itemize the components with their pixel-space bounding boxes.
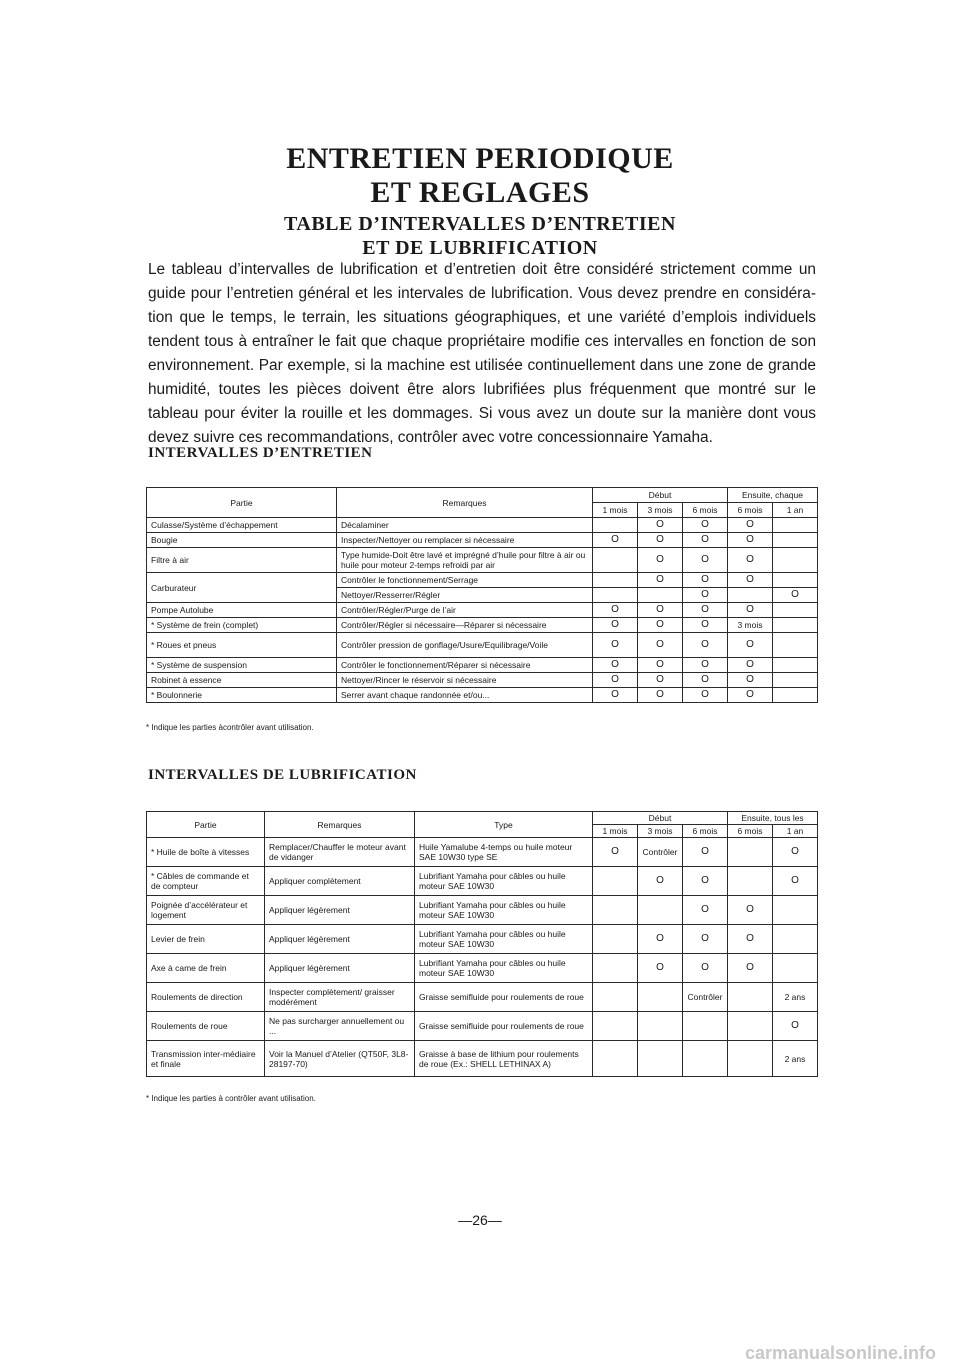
part-cell: * Huile de boîte à vitesses xyxy=(147,838,265,867)
interval-cell: O xyxy=(728,518,773,533)
interval-cell: O xyxy=(593,673,638,688)
part-cell: Bougie xyxy=(147,533,337,548)
interval-cell: O xyxy=(773,1012,818,1041)
type-cell: Lubrifiant Yamaha pour câbles ou huile moteur SAE 10W30 xyxy=(415,925,593,954)
interval-cell: O xyxy=(683,673,728,688)
maintenance-heading: INTERVALLES D’ENTRETIEN xyxy=(148,445,373,461)
col-header-then: Ensuite, tous les xyxy=(728,812,818,825)
col-header-part: Partie xyxy=(147,488,337,518)
interval-cell: O xyxy=(683,896,728,925)
interval-cell xyxy=(593,1041,638,1077)
page-number: —26— xyxy=(458,1212,502,1228)
maintenance-footnote: * Indique les parties àcontrôler avant utilisation. xyxy=(146,723,314,732)
section-title-line-2: ET DE LUBRIFICATION xyxy=(362,237,598,259)
interval-cell xyxy=(593,548,638,573)
interval-cell: O xyxy=(683,533,728,548)
lubrication-footnote: * Indique les parties à contrôler avant utilisation. xyxy=(146,1094,316,1103)
interval-cell xyxy=(773,688,818,703)
interval-cell: O xyxy=(773,838,818,867)
interval-cell: O xyxy=(593,603,638,618)
table-row xyxy=(147,838,818,867)
interval-cell xyxy=(728,588,773,603)
part-cell: Roulements de roue xyxy=(147,1012,265,1041)
part-cell: Poignée d’accélérateur et logement xyxy=(147,896,265,925)
interval-cell xyxy=(593,867,638,896)
remark-cell: Appliquer légèrement xyxy=(265,896,415,925)
col-header-then: Ensuite, chaque xyxy=(728,488,818,503)
table-row xyxy=(147,688,818,703)
watermark: carmanualsonline.info xyxy=(744,1343,936,1363)
col-header-part: Partie xyxy=(147,812,265,838)
interval-cell: O xyxy=(638,688,683,703)
type-cell: Graisse à base de lithium pour roulements de roue (Ex.: SHELL LETHINAX A) xyxy=(415,1041,593,1077)
interval-cell: O xyxy=(683,633,728,658)
remark-cell: Contrôler/Régler/Purge de l’air xyxy=(337,603,593,618)
part-cell: * Boulonnerie xyxy=(147,688,337,703)
interval-cell xyxy=(593,925,638,954)
part-cell: * Système de suspension xyxy=(147,658,337,673)
interval-cell xyxy=(593,1012,638,1041)
part-cell: Pompe Autolube xyxy=(147,603,337,618)
interval-cell xyxy=(638,1012,683,1041)
interval-cell: O xyxy=(683,867,728,896)
part-cell: * Système de frein (complet) xyxy=(147,618,337,633)
interval-cell xyxy=(593,954,638,983)
remark-cell: Appliquer légèrement xyxy=(265,954,415,983)
section-title-line-1: TABLE D’INTERVALLES D’ENTRETIEN xyxy=(284,213,676,235)
interval-cell: O xyxy=(728,573,773,588)
interval-cell xyxy=(728,867,773,896)
col-header-6-months: 6 mois xyxy=(683,825,728,838)
interval-cell: O xyxy=(728,548,773,573)
col-header-3-months: 3 mois xyxy=(638,825,683,838)
part-cell: Robinet à essence xyxy=(147,673,337,688)
interval-cell: O xyxy=(728,954,773,983)
interval-cell: O xyxy=(638,618,683,633)
table-row xyxy=(147,633,818,658)
interval-cell xyxy=(728,983,773,1012)
remark-cell: Contrôler le fonctionnement/Serrage xyxy=(337,573,593,588)
interval-cell xyxy=(728,838,773,867)
col-header-6-months: 6 mois xyxy=(683,503,728,518)
lubrication-table xyxy=(146,811,818,1077)
interval-cell: O xyxy=(773,588,818,603)
interval-cell: O xyxy=(683,518,728,533)
table-row xyxy=(147,603,818,618)
interval-cell: O xyxy=(638,548,683,573)
table-row xyxy=(147,983,818,1012)
interval-cell xyxy=(773,548,818,573)
table-row xyxy=(147,896,818,925)
interval-cell: O xyxy=(683,573,728,588)
remark-cell: Inspecter/Nettoyer ou remplacer si nécessaire xyxy=(337,533,593,548)
type-cell: Lubrifiant Yamaha pour câbles ou huile moteur SAE 10W30 xyxy=(415,867,593,896)
interval-cell: O xyxy=(683,838,728,867)
interval-cell: O xyxy=(683,603,728,618)
table-row xyxy=(147,867,818,896)
interval-cell: O xyxy=(638,673,683,688)
remark-cell: Serrer avant chaque randonnée et/ou... xyxy=(337,688,593,703)
intro-paragraph: Le tableau d’intervalles de lubrification et d’entretien doit être considéré strictement comme un guide pour l’entretien général et les intervales de lubrification. Vous devez prendre en considéra-tion que le temps, le terrain, les situations géographiques, et une variété d’emplois individuels tendent tous à entraîner le fait que chaque propriétaire modifie ces intervalles en fonction de son environnement. Par exemple, si la machine est utilisée continuellement dans une zone de grande humidité, toutes les pièces doivent être alors lubrifiées plus fréquenment que montré sur le tableau pour éviter la rouille et les dommages. Si vous avez un doute sur la manière dont vous devez suivre ces recommandations, contrôler avec votre concessionnaire Yamaha. xyxy=(148,261,816,446)
remark-cell: Inspecter complètement/ graisser modérément xyxy=(265,983,415,1012)
interval-cell: O xyxy=(728,658,773,673)
type-cell: Lubrifiant Yamaha pour câbles ou huile moteur SAE 10W30 xyxy=(415,954,593,983)
part-cell: * Roues et pneus xyxy=(147,633,337,658)
table-row xyxy=(147,573,818,588)
lubrication-heading: INTERVALLES DE LUBRIFICATION xyxy=(148,767,417,783)
part-cell: Roulements de direction xyxy=(147,983,265,1012)
interval-cell: O xyxy=(638,954,683,983)
interval-cell xyxy=(773,618,818,633)
interval-cell xyxy=(593,588,638,603)
col-header-start: Début xyxy=(593,812,728,825)
interval-cell xyxy=(728,1041,773,1077)
interval-cell xyxy=(773,518,818,533)
remark-cell: Nettoyer/Resserrer/Régler xyxy=(337,588,593,603)
interval-cell: O xyxy=(638,533,683,548)
interval-cell: O xyxy=(683,688,728,703)
interval-cell: Contrôler xyxy=(638,838,683,867)
interval-cell xyxy=(638,1041,683,1077)
interval-cell: O xyxy=(728,925,773,954)
interval-cell xyxy=(773,896,818,925)
col-header-start: Début xyxy=(593,488,728,503)
interval-cell: O xyxy=(728,633,773,658)
interval-cell: O xyxy=(683,954,728,983)
interval-cell xyxy=(593,983,638,1012)
interval-cell: 2 ans xyxy=(773,1041,818,1077)
part-cell: Filtre à air xyxy=(147,548,337,573)
interval-cell: O xyxy=(638,867,683,896)
remark-cell: Appliquer complètement xyxy=(265,867,415,896)
type-cell: Graisse semifluide pour roulements de roue xyxy=(415,1012,593,1041)
interval-cell xyxy=(683,1041,728,1077)
col-header-every-year: 1 an xyxy=(773,825,818,838)
interval-cell xyxy=(593,573,638,588)
interval-cell: O xyxy=(683,548,728,573)
interval-cell xyxy=(773,925,818,954)
page-title-line-1: ENTRETIEN PERIODIQUE xyxy=(286,142,674,175)
interval-cell: O xyxy=(593,533,638,548)
interval-cell: O xyxy=(728,673,773,688)
col-header-1-month: 1 mois xyxy=(593,503,638,518)
interval-cell: 2 ans xyxy=(773,983,818,1012)
part-cell: * Câbles de commande et de compteur xyxy=(147,867,265,896)
table-row xyxy=(147,518,818,533)
table-row xyxy=(147,673,818,688)
interval-cell: O xyxy=(728,688,773,703)
interval-cell: O xyxy=(638,633,683,658)
col-header-type: Type xyxy=(415,812,593,838)
interval-cell: O xyxy=(728,533,773,548)
remark-cell: Ne pas surcharger annuellement ou ... xyxy=(265,1012,415,1041)
remark-cell: Contrôler pression de gonflage/Usure/Equilibrage/Voile xyxy=(337,633,593,658)
page-title-line-2: ET REGLAGES xyxy=(370,176,590,209)
remark-cell: Nettoyer/Rincer le réservoir si nécessaire xyxy=(337,673,593,688)
interval-cell xyxy=(773,533,818,548)
remark-cell: Voir la Manuel d’Atelier (QT50F, 3L8-28197-70) xyxy=(265,1041,415,1077)
table-row xyxy=(147,1041,818,1077)
interval-cell xyxy=(683,1012,728,1041)
interval-cell xyxy=(773,954,818,983)
remark-cell: Remplacer/Chauffer le moteur avant de vidanger xyxy=(265,838,415,867)
col-header-remarks: Remarques xyxy=(337,488,593,518)
interval-cell: O xyxy=(593,838,638,867)
interval-cell xyxy=(638,983,683,1012)
interval-cell: O xyxy=(683,658,728,673)
interval-cell xyxy=(728,1012,773,1041)
part-cell: Axe à came de frein xyxy=(147,954,265,983)
interval-cell: O xyxy=(683,618,728,633)
type-cell: Lubrifiant Yamaha pour câbles ou huile moteur SAE 10W30 xyxy=(415,896,593,925)
remark-cell: Appliquer légèrement xyxy=(265,925,415,954)
interval-cell xyxy=(773,658,818,673)
interval-cell xyxy=(773,633,818,658)
interval-cell xyxy=(638,588,683,603)
table-row xyxy=(147,925,818,954)
interval-cell: Contrôler xyxy=(683,983,728,1012)
part-cell: Culasse/Système d’échappement xyxy=(147,518,337,533)
interval-cell: O xyxy=(683,588,728,603)
interval-cell xyxy=(773,673,818,688)
interval-cell: O xyxy=(638,603,683,618)
table-row xyxy=(147,658,818,673)
interval-cell xyxy=(773,603,818,618)
interval-cell: O xyxy=(593,618,638,633)
part-cell: Transmission inter-médiaire et finale xyxy=(147,1041,265,1077)
type-cell: Graisse semifluide pour roulements de roue xyxy=(415,983,593,1012)
part-cell: Levier de frein xyxy=(147,925,265,954)
table-row xyxy=(147,1012,818,1041)
table-row xyxy=(147,548,818,573)
remark-cell: Contrôler/Régler si nécessaire—Réparer si nécessaire xyxy=(337,618,593,633)
interval-cell: O xyxy=(593,688,638,703)
interval-cell: 3 mois xyxy=(728,618,773,633)
interval-cell: O xyxy=(638,573,683,588)
interval-cell xyxy=(638,896,683,925)
table-row xyxy=(147,954,818,983)
interval-cell: O xyxy=(728,603,773,618)
interval-cell: O xyxy=(728,896,773,925)
remark-cell: Type humide-Doit être lavé et imprégné d’huile pour filtre à air ou huile pour moteur 2-temps refroidi par air xyxy=(337,548,593,573)
interval-cell xyxy=(593,518,638,533)
maintenance-table xyxy=(146,487,818,703)
remark-cell: Contrôler le fonctionnement/Réparer si nécessaire xyxy=(337,658,593,673)
interval-cell: O xyxy=(638,925,683,954)
interval-cell: O xyxy=(593,633,638,658)
interval-cell xyxy=(773,573,818,588)
col-header-3-months: 3 mois xyxy=(638,503,683,518)
table-row xyxy=(147,618,818,633)
interval-cell: O xyxy=(593,658,638,673)
part-cell: Carburateur xyxy=(147,573,337,603)
col-header-every-6-months: 6 mois xyxy=(728,825,773,838)
remark-cell: Décalaminer xyxy=(337,518,593,533)
interval-cell: O xyxy=(683,925,728,954)
col-header-remarks: Remarques xyxy=(265,812,415,838)
col-header-every-6-months: 6 mois xyxy=(728,503,773,518)
col-header-every-year: 1 an xyxy=(773,503,818,518)
interval-cell: O xyxy=(638,658,683,673)
type-cell: Huile Yamalube 4-temps ou huile moteur SAE 10W30 type SE xyxy=(415,838,593,867)
interval-cell: O xyxy=(638,518,683,533)
col-header-1-month: 1 mois xyxy=(593,825,638,838)
interval-cell xyxy=(593,896,638,925)
interval-cell: O xyxy=(773,867,818,896)
table-row xyxy=(147,533,818,548)
